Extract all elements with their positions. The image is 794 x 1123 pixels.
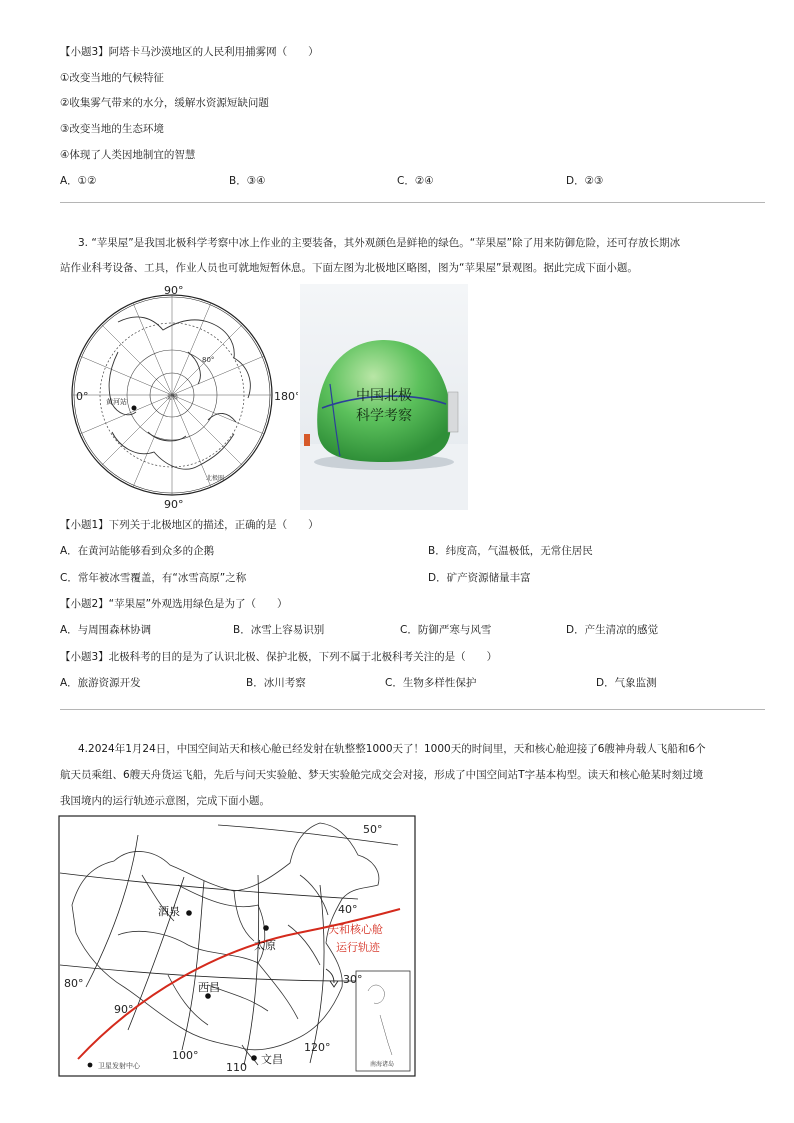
- lat-50-label: 50°: [363, 823, 383, 836]
- q2-option-1: ①改变当地的气候特征: [60, 72, 164, 84]
- q3-sub2-choice-d: D．产生清凉的感觉: [566, 624, 659, 636]
- q3-sub1-choice-a: A．在黄河站能够看到众多的企鹅: [60, 545, 215, 557]
- lon-right-label: 180°: [274, 390, 298, 403]
- q3-sub2: 【小题2】“苹果屋”外观选用绿色是为了（ ）: [60, 598, 288, 610]
- q2-option-2: ②收集雾气带来的水分，缓解水资源短缺问题: [60, 97, 269, 109]
- q4-stem-line1: 4.2024年1月24日，中国空间站天和核心舱已经发射在轨整整1000天了！1000天的时间里，天和核心舱迎接了6艘神舟载人飞船和6个: [78, 743, 706, 755]
- q4-stem-line2: 航天员乘组、6艘天舟货运飞船，先后与问天实验舱、梦天实验舱完成交会对接，形成了中国空间站T字基本构型。读天和核心舱某时刻过境: [60, 769, 704, 781]
- photo-caption-line1: 中国北极: [356, 388, 412, 404]
- pole-label: 北极: [166, 394, 179, 401]
- apple-house-photo: [300, 284, 468, 510]
- station-label: 黄河站: [106, 398, 127, 406]
- divider: [60, 709, 765, 710]
- inset-label: 南海诸岛: [370, 1061, 395, 1068]
- q3-sub2-choice-b: B．冰雪上容易识别: [233, 624, 325, 636]
- q3-sub2-choice-c: C．防御严寒与风雪: [400, 624, 492, 636]
- divider: [60, 202, 765, 203]
- q4-stem-line3: 我国境内的运行轨迹示意图，完成下面小题。: [60, 795, 270, 807]
- lon-90-label: 90°: [114, 1003, 134, 1016]
- q3-sub1: 【小题1】下列关于北极地区的描述，正确的是（ ）: [60, 519, 319, 531]
- q3-sub3: 【小题3】北极科考的目的是为了认识北极、保护北极，下列不属于北极科考关注的是（ ）: [60, 651, 498, 663]
- orbit-map: [58, 815, 416, 1077]
- q2-option-3: ③改变当地的生态环境: [60, 123, 164, 135]
- arctic-map: [58, 282, 298, 512]
- lat-40-label: 40°: [338, 903, 358, 916]
- q2-choice-a: A．①②: [60, 175, 97, 187]
- q3-sub1-choice-d: D．矿产资源储量丰富: [428, 572, 531, 584]
- q3-sub3-choice-b: B．冰川考察: [246, 677, 306, 689]
- q3-sub3-choice-d: D．气象监测: [596, 677, 657, 689]
- orbit-label-line1: 天和核心舱: [328, 923, 383, 936]
- photo-caption-line2: 科学考察: [356, 408, 412, 424]
- orbit-label-line2: 运行轨迹: [336, 941, 380, 954]
- lon-100-label: 100°: [172, 1049, 199, 1062]
- lon-left-label: 0°: [76, 390, 89, 403]
- arctic-circle-label: 北极圈: [206, 475, 225, 482]
- q2-choice-b: B．③④: [229, 175, 266, 187]
- jiuquan-label: 酒泉: [158, 905, 180, 918]
- lon-120-label: 120°: [304, 1041, 331, 1054]
- q3-stem-line2: 站作业科考设备、工具，作业人员也可就地短暂休息。下面左图为北极地区略图，图为“苹果屋”景观图。据此完成下面小题。: [60, 262, 638, 274]
- lon-80-label: 80°: [64, 977, 84, 990]
- q3-sub3-choice-a: A．旅游资源开发: [60, 677, 141, 689]
- q2-choice-d: D．②③: [566, 175, 604, 187]
- q3-sub3-choice-c: C．生物多样性保护: [385, 677, 477, 689]
- q3-sub1-choice-b: B．纬度高，气温极低，无常住居民: [428, 545, 593, 557]
- taiyuan-label: 太原: [254, 939, 276, 952]
- xichang-label: 西昌: [198, 981, 220, 994]
- lon-110-label: 110: [226, 1061, 247, 1074]
- q2-sub3: 【小题3】阿塔卡马沙漠地区的人民利用捕雾网（ ）: [60, 46, 319, 58]
- q2-choice-c: C．②④: [397, 175, 434, 187]
- q3-sub2-choice-a: A．与周围森林协调: [60, 624, 152, 636]
- lat-30-label: 30°: [343, 973, 363, 986]
- wenchang-label: 文昌: [261, 1053, 283, 1066]
- q3-sub1-choice-c: C．常年被冰雪覆盖，有“冰雪高原”之称: [60, 572, 247, 584]
- lat-bottom-label: 90°: [164, 498, 184, 511]
- lat-top-label: 90°: [164, 284, 184, 297]
- q3-stem-line1: 3. “苹果屋”是我国北极科学考察中冰上作业的主要装备，其外观颜色是鲜艳的绿色。“苹果屋”除了用来防御危险，还可存放长期冰: [78, 237, 681, 249]
- inner-lat-label: 80°: [202, 356, 215, 364]
- legend-label: 卫星发射中心: [98, 1062, 140, 1070]
- q2-option-4: ④体现了人类因地制宜的智慧: [60, 149, 196, 161]
- station-marker: [132, 406, 137, 411]
